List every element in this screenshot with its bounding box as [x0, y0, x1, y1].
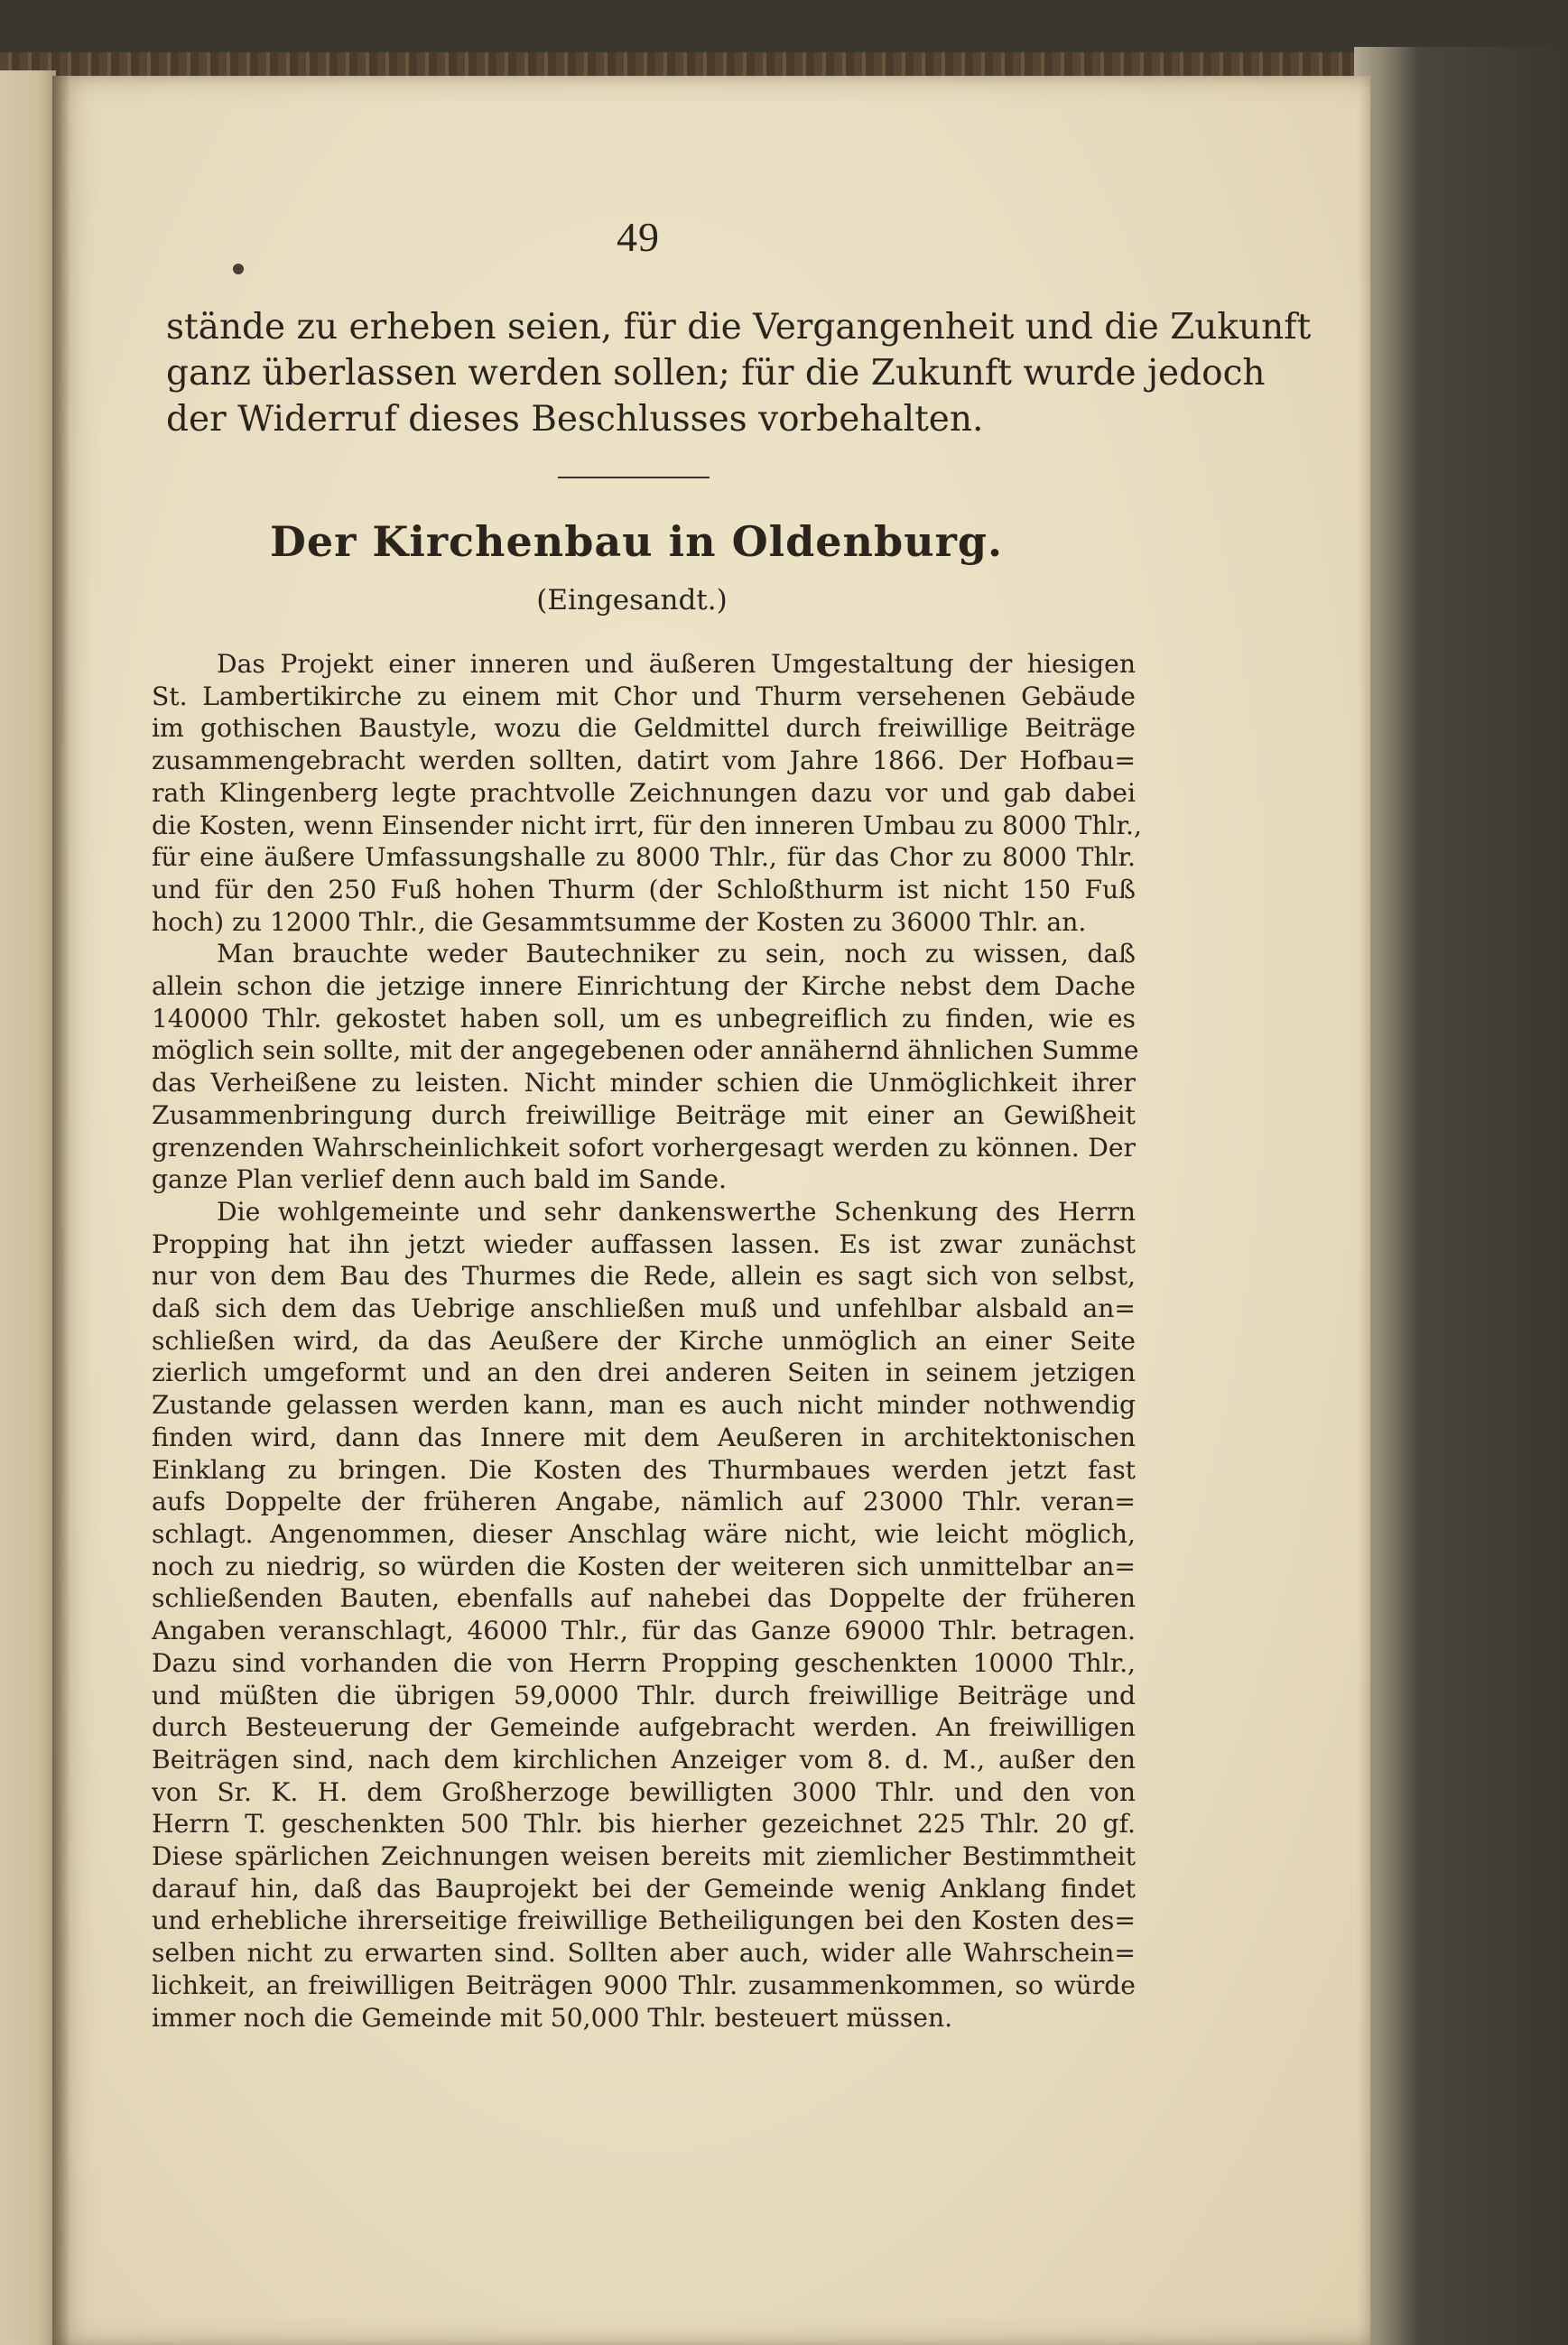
text-line: Angaben veranschlagt, 46000 Thlr., für das Ganze 69000 Thlr. betragen.: [152, 1616, 1136, 1646]
text-line: noch zu niedrig, so würden die Kosten der weiteren sich unmittelbar an=: [152, 1551, 1136, 1581]
text-line: Zusammenbringung durch freiwillige Beiträge mit einer an Gewißheit: [152, 1099, 1136, 1130]
text-line: darauf hin, daß das Bauprojekt bei der Gemeinde wenig Anklang findet: [152, 1873, 1136, 1904]
text-line: Beiträgen sind, nach dem kirchlichen Anzeiger vom 8. d. M., außer den: [152, 1744, 1136, 1775]
article-paragraph: [152, 648, 1142, 938]
text-line: zierlich umgeformt und an den drei anderen Seiten in seinem jetzigen: [152, 1358, 1136, 1388]
text-line: Die wohlgemeinte und sehr dankenswerthe Schenkung des Herrn: [217, 1196, 1136, 1227]
text-line: im gothischen Baustyle, wozu die Geldmittel durch freiwillige Beiträge: [152, 713, 1136, 744]
text-line: Dazu sind vorhanden die von Herrn Propping geschenkten 10000 Thlr.,: [152, 1647, 1136, 1678]
article-title: Der Kirchenbau in Oldenburg.: [269, 517, 1004, 566]
text-line: möglich sein sollte, mit der angegebenen oder annähernd ähnlichen Summe: [152, 1035, 1139, 1066]
page-number: 49: [617, 214, 660, 260]
text-line: ganz überlassen werden sollen; für die Zukunft wurde jedoch: [166, 353, 1266, 394]
section-divider: [558, 477, 710, 478]
text-line: lichkeit, an freiwilligen Beiträgen 9000 Thlr. zusammenkommen, so würde: [152, 1970, 1136, 2000]
text-line: stände zu erheben seien, für die Vergangenheit und die Zukunft: [166, 307, 1312, 348]
text-line: der Widerruf dieses Beschlusses vorbehalten.: [166, 399, 984, 440]
text-line: schließenden Bauten, ebenfalls auf nahebei das Doppelte der früheren: [152, 1583, 1136, 1614]
text-line: Herrn T. geschenkten 500 Thlr. bis hierher gezeichnet 225 Thlr. 20 gf.: [152, 1809, 1136, 1840]
text-line: Diese spärlichen Zeichnungen weisen bereits mit ziemlicher Bestimmtheit: [152, 1841, 1136, 1872]
text-line: aufs Doppelte der früheren Angabe, nämlich auf 23000 Thlr. veran=: [152, 1487, 1136, 1517]
text-line: zusammengebracht werden sollten, datirt vom Jahre 1866. Der Hofbau=: [152, 746, 1136, 776]
text-line: selben nicht zu erwarten sind. Sollten aber auch, wider alle Wahrschein=: [152, 1938, 1136, 1969]
text-line: Zustande gelassen werden kann, man es auch nicht minder nothwendig: [152, 1390, 1136, 1421]
article-paragraph: [152, 938, 1139, 1196]
article-body: [152, 648, 1142, 2034]
book-cover-edge: [1354, 47, 1568, 2345]
facing-page-edge: [0, 70, 56, 2345]
text-line: die Kosten, wenn Einsender nicht irrt, für den inneren Umbau zu 8000 Thlr.,: [152, 810, 1142, 840]
text-line: grenzenden Wahrscheinlichkeit sofort vorhergesagt werden zu können. Der: [152, 1132, 1136, 1163]
text-line: hoch) zu 12000 Thlr., die Gesammtsumme der Kosten zu 36000 Thlr. an.: [152, 906, 1087, 937]
article-paragraph: [152, 1196, 1136, 2034]
text-line: für eine äußere Umfassungshalle zu 8000 Thlr., für das Chor zu 8000 Thlr.: [152, 842, 1136, 873]
text-line: und müßten die übrigen 59,0000 Thlr. durch freiwillige Beiträge und: [152, 1680, 1136, 1710]
text-line: und für den 250 Fuß hohen Thurm (der Schloßthurm ist nicht 150 Fuß: [152, 874, 1136, 904]
text-line: daß sich dem das Uebrige anschließen muß und unfehlbar alsbald an=: [152, 1293, 1136, 1324]
text-line: Propping hat ihn jetzt wieder auffassen lassen. Es ist zwar zunächst: [152, 1228, 1136, 1259]
ink-speck: [233, 264, 244, 274]
text-line: schließen wird, da das Aeußere der Kirche unmöglich an einer Seite: [152, 1325, 1136, 1356]
text-line: ganze Plan verlief denn auch bald im Sande.: [152, 1164, 727, 1195]
text-line: nur von dem Bau des Thurmes die Rede, allein es sagt sich von selbst,: [152, 1261, 1136, 1292]
text-line: rath Klingenberg legte prachtvolle Zeichnungen dazu vor und gab dabei: [152, 777, 1136, 808]
text-line: von Sr. K. H. dem Großherzoge bewilligten 3000 Thlr. und den von: [152, 1776, 1136, 1807]
text-line: immer noch die Gemeinde mit 50,000 Thlr. besteuert müssen.: [152, 2002, 953, 2033]
text-line: und erhebliche ihrerseitige freiwillige Betheiligungen bei den Kosten des=: [152, 1905, 1136, 1936]
article-subtitle: (Eingesandt.): [536, 584, 728, 616]
text-line: schlagt. Angenommen, dieser Anschlag wäre nicht, wie leicht möglich,: [152, 1518, 1136, 1549]
text-line: Das Projekt einer inneren und äußeren Umgestaltung der hiesigen: [217, 649, 1136, 679]
page-gutter-shadow: [52, 76, 70, 2345]
text-line: finden wird, dann das Innere mit dem Aeußeren in architektonischen: [152, 1422, 1136, 1452]
continuation-paragraph: [166, 304, 1312, 442]
text-line: allein schon die jetzige innere Einrichtung der Kirche nebst dem Dache: [152, 971, 1136, 1002]
text-line: durch Besteuerung der Gemeinde aufgebracht werden. An freiwilligen: [152, 1712, 1136, 1743]
text-line: das Verheißene zu leisten. Nicht minder schien die Unmöglichkeit ihrer: [152, 1068, 1136, 1098]
text-line: Einklang zu bringen. Die Kosten des Thurmbaues werden jetzt fast: [152, 1454, 1136, 1485]
text-line: 140000 Thlr. gekostet haben soll, um es unbegreiflich zu finden, wie es: [152, 1003, 1136, 1033]
text-line: Man brauchte weder Bautechniker zu sein, noch zu wissen, daß: [217, 939, 1136, 969]
text-line: St. Lambertikirche zu einem mit Chor und Thurm versehenen Gebäude: [152, 681, 1136, 711]
